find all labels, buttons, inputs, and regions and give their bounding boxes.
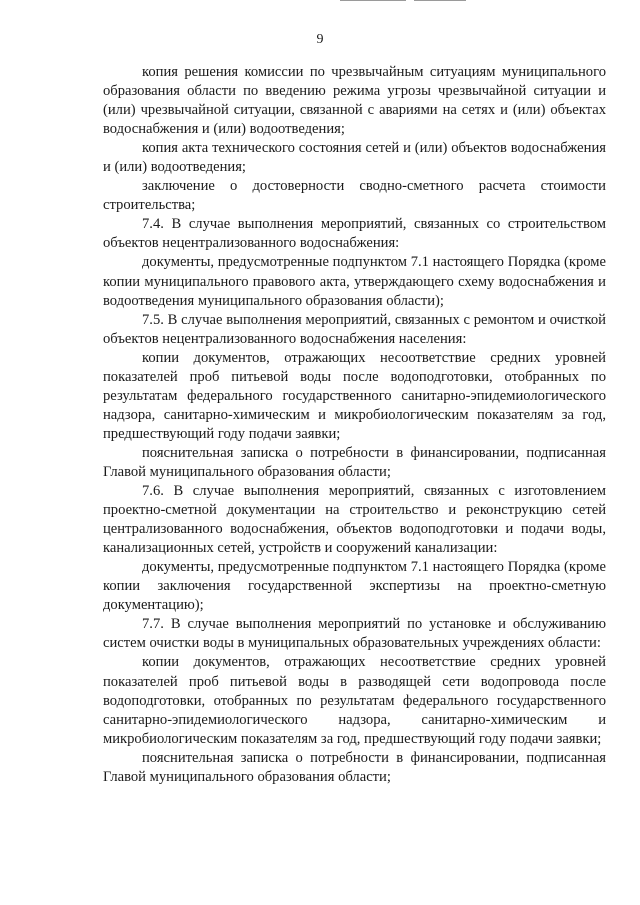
document-body (103, 63, 606, 787)
top-rule (340, 0, 406, 1)
top-rule (414, 0, 466, 1)
paragraph: копии документов, отражающих несоответствие средних уровней показателей проб питьевой воды в разводящей сети водопровода после водоподготовки, отобранных по результатам федерального государственного санитарно-эпидемиологического надзора, санитарно-химическим и микробиологическим показателям за год, предшествующий году подачи заявки; (103, 654, 606, 747)
paragraph: пояснительная записка о потребности в финансировании, подписанная Главой муниципального образования области; (103, 444, 606, 480)
paragraph: пояснительная записка о потребности в финансировании, подписанная Главой муниципального образования области; (103, 749, 606, 785)
page-number: 9 (316, 32, 324, 47)
paragraph: копии документов, отражающих несоответствие средних уровней показателей проб питьевой воды после водоподготовки, отобранных по результатам федерального государственного санитарно-эпидемиологического надзора, санитарно-химическим и микробиологическим показателям за год, предшествующий году подачи заявки; (103, 349, 606, 442)
top-edge-marks (340, 0, 466, 2)
paragraph: копия акта технического состояния сетей и (или) объектов водоснабжения и (или) водоотведения; (103, 140, 606, 176)
paragraph: заключение о достоверности сводно-сметного расчета стоимости строительства; (103, 178, 606, 214)
paragraph: 7.5. В случае выполнения мероприятий, связанных с ремонтом и очисткой объектов нецентрализованного водоснабжения населения: (103, 311, 606, 347)
paragraph: документы, предусмотренные подпунктом 7.1 настоящего Порядка (кроме копии муниципального правового акта, утверждающего схему водоснабжения и водоотведения муниципального образования области); (103, 254, 606, 309)
paragraph: копия решения комиссии по чрезвычайным ситуациям муниципального образования области по введению режима угрозы чрезвычайной ситуации и (или) чрезвычайной ситуации, связанной с авариями на сетях и (или) объектах водоснабжения и (или) водоотведения; (103, 64, 606, 138)
paragraph: документы, предусмотренные подпунктом 7.1 настоящего Порядка (кроме копии заключения государственной экспертизы на проектно-сметную документацию); (103, 559, 606, 614)
paragraph: 7.4. В случае выполнения мероприятий, связанных со строительством объектов нецентрализованного водоснабжения: (103, 216, 606, 252)
paragraph: 7.7. В случае выполнения мероприятий по установке и обслуживанию систем очистки воды в муниципальных образовательных учреждениях области: (103, 616, 606, 652)
paragraph: 7.6. В случае выполнения мероприятий, связанных с изготовлением проектно-сметной документации на строительство и реконструкцию сетей централизованного водоснабжения, объектов водоподготовки и подачи воды, канализационных сетей, устройств и сооружений канализации: (103, 483, 606, 557)
